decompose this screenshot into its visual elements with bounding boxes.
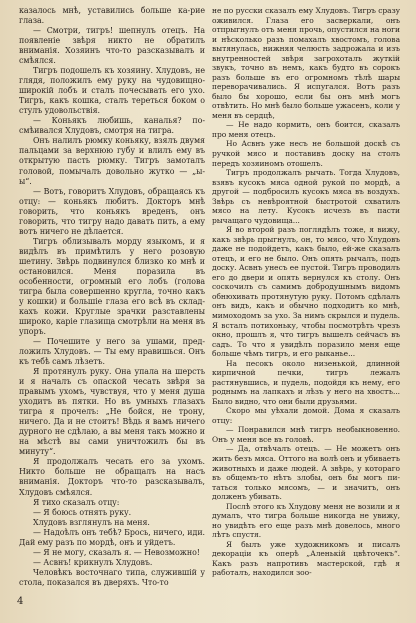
paragraph: Тигръ продолжалъ рычать. Тогда Хлудовъ, взявъ кусокъ мяса одной рукой по мордѣ, а другой — подбросилъ кусокъ мяса въ воздухъ. Звѣрь съ невѣроятной быстротой схватилъ мясо на лету. Кусокъ исчезъ въ пасти рычащаго чудовища...: [212, 168, 400, 225]
page-number: 4: [17, 596, 24, 607]
paragraph: Послѣ этого къ Хлудову меня не возили и я думалъ, что тигра больше никогда не увижу, но увидѣть его еще разъ мнѣ довелось, много лѣтъ спустя.: [212, 501, 400, 540]
paragraph: Я во второй разъ поглядѣлъ тоже, я вижу, какъ звѣрь прыгнулъ, он, то мясо, что Хлудовъ даже не подойдетъ, какъ было, ей-же сказалъ отецъ, и его не было. Онъ опять рычалъ, подъ доску. Асвнъ унесъ ее пустой. Тигръ проводилъ его до двери и опять вернулся къ столу. Онъ соскочилъ съ самимъ добродушнымъ видомъ обнюхивать протянутую руку. Потомъ сдѣлалъ онъ видъ, какъ и обычно подходитъ ко мнѣ, мимоходомъ за ухо. За нимъ скрылся и пудель. Я всталъ потихоньку, чтобы посмотрѣть чрезъ окно, прошлъ я, что тигръ вышелъ сейчасъ въ садъ. То что я увидѣлъ поразило меня еще больше чѣмъ тигръ, и его рыканье...: [212, 225, 400, 359]
paragraph: Скоро мы уѣхали домой. Дома я сказалъ отцу:: [212, 406, 400, 425]
paragraph: — Почешите у него за ушами, предложилъ Хлудовъ. — Ты ему нравишься. Онъ къ тебѣ самъ лѣзетъ.: [19, 337, 205, 367]
paragraph: — Понравился мнѣ тигръ необыкновенно. Онъ у меня все въ головѣ.: [212, 425, 400, 444]
paragraph: — Я не могу, сказалъ я. — Невозможно!: [33, 547, 200, 557]
paragraph: — Надоѣлъ онъ тебѣ? Брось, ничего, иди. Дай ему разъ по мордѣ, онъ и уйдетъ.: [19, 527, 205, 547]
paragraph: — Коньякъ любишь, каналья? посмѣивался Хлудовъ, смотря на тигра.: [19, 116, 205, 136]
paragraph: Онъ налилъ рюмку коньяку, взялъ двумя пальцами за верхнюю губу и влилъ ему въ открытую пасть рюмку. Тигръ замоталъ головой, помычалъ довольно жутко — „ы-ы“.: [19, 136, 205, 186]
paragraph: не по русски сказалъ ему Хлудовъ. Тигръ сразу оживился. Глаза его засверкали, онъ отпрыгнулъ отъ меня прочь, опустился на ноги и нѣсколько разъ помахалъ хвостомъ, голова вытянулась, нижняя челюсть задрожала и изъ внутренностей звѣря загрохоталъ жуткій звукъ, точно въ немъ, какъ будто въ сорокъ разъ больше въ его огромномъ тѣлѣ шары переворачивались. Я испугался. Вотъ разъ было бы хорошо, если бы онъ мнѣ могъ отвѣтить. Но мнѣ было больше ужасенъ, коли у меня въ сердцѣ,: [212, 6, 400, 120]
right-text-column: [212, 6, 400, 578]
paragraph: — Смотри, тигръ! шепнулъ отецъ. На появленіе звѣря никто не обратилъ вниманія. Хозяинъ что-то разсказывалъ и смѣялся.: [19, 26, 205, 66]
paragraph: На песокъ около низенькой, длинной кирпичной печки, тигръ лежалъ растянувшись, и пудель, подойдя къ нему, его роднымъ на лапкахъ и лѣзъ у него на хвостъ... Было видно, что они были друзьями.: [212, 358, 400, 406]
paragraph: — Я боюсь отнять руку.: [33, 507, 132, 517]
paragraph: Тигръ облизывалъ морду языкомъ, и я видѣлъ въ примѣтилъ у него розовую шетину. Звѣрь подвинулся близко ко мнѣ и остановился. Меня поразила въ особенности, огромный его лобъ (голова тигра была совершенно кругла, точно какъ у кошки) и большіе глаза его всѣ въ складкахъ кожи. Круглые зрачки разставлены широко, каріе глазища смотрѣли на меня въ упоръ.: [19, 236, 205, 336]
paragraph: казалось мнѣ, уставились больше ка-рие глаза.: [19, 6, 205, 26]
left-text-column: [19, 6, 205, 588]
paragraph: Я протянулъ руку. Она упала на шерсть и я началъ съ опаской чесать звѣря за правымъ ухомъ, чувствуя, что у меня душа уходитъ въ пятки. Но въ умныхъ глазахъ тигра я прочелъ: „Не бойся, не трону, ничего. Да и не стоитъ! Вѣдь я вамъ ничего дурного не сдѣлаю, а вы меня такъ можно и на мѣстѣ вы сами уничтожилъ бы въ минуту“.: [19, 367, 205, 457]
paragraph: Хлудовъ взглянулъ на меня.: [33, 517, 150, 527]
paragraph: Я продолжалъ чесать его за ухомъ. Никто больше не обращалъ на насъ вниманія. Докторъ что-то разсказывалъ, Хлудовъ смѣялся.: [19, 457, 205, 497]
paragraph: — Да, отвѣчалъ отецъ. — Не можетъ онъ жить безъ мяса. Оттого на волѣ онъ и убиваетъ животныхъ и даже людей. А звѣрь, у котораго въ общемъ-то нѣтъ злобы, онъ бы могъ питаться только мясомъ, — и значитъ, онъ долженъ убивать.: [212, 444, 400, 502]
paragraph: Я былъ уже художникомъ и писалъ декораціи къ оперѣ „Аленькій цвѣточекъ“. Какъ разъ напротивъ мастерской, гдѣ я работалъ, находился зоо-: [212, 539, 400, 578]
paragraph: — Вотъ, говоритъ Хлудовъ, обращаясь къ отцу: — коньякъ любитъ. Докторъ мнѣ говорить, что коньякъ вреденъ, онъ говорить, что тигру надо давать пить, а ему вотъ ничего не дѣлается.: [19, 186, 205, 236]
paragraph: — Асвнъ! крикнулъ Хлудовъ.: [33, 557, 153, 567]
paragraph: — Не надо кормить, онъ боится, сказалъ про меня отецъ.: [212, 120, 400, 139]
paragraph: Но Асвнъ уже несъ не большой доскѣ съ ручкой мясо и поставивъ доску на столъ передъ хозяиномъ отошелъ.: [212, 139, 400, 168]
paragraph: Тигръ подошелъ къ хозяину. Хлудовъ, не глядя, положилъ ему руку на чудовищно-широкій лобъ и сталъ почесывать его ухо. Тигръ, какъ кошка, сталъ тереться боком о стулъ удовольствія.: [19, 66, 205, 116]
paragraph: Человѣкъ восточнаго типа, служившій у стола, показался въ дверяхъ. Что-то: [19, 567, 205, 587]
paragraph: Я тихо сказалъ отцу:: [33, 497, 120, 507]
